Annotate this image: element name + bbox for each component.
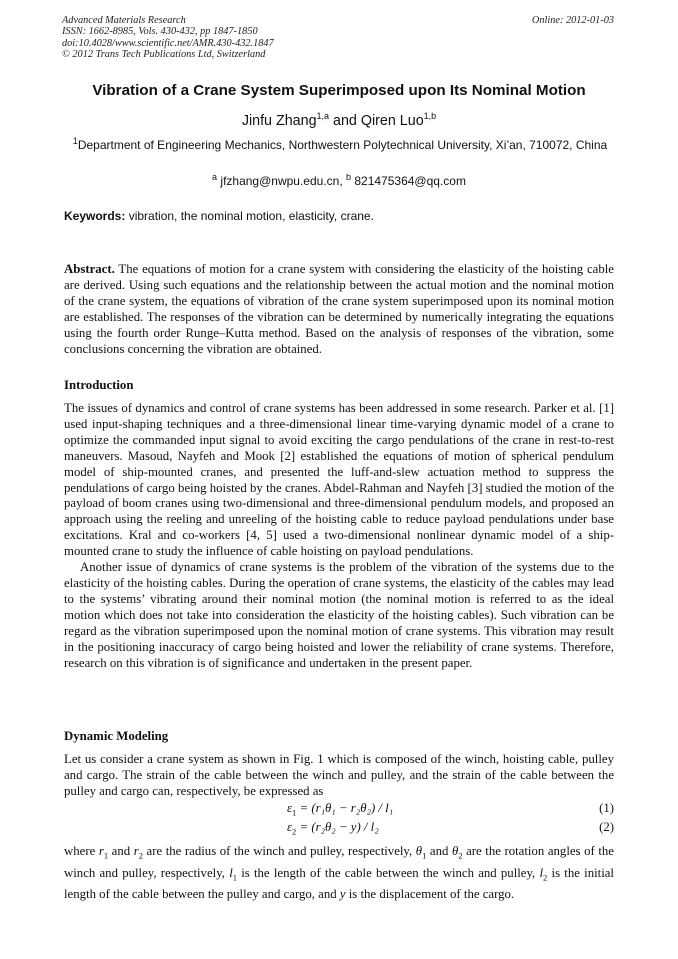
paragraph: The issues of dynamics and control of crane systems has been addressed in some research. Parker et al. [1] used input-shaping techniques and a three-dimensional linear time-varying dynamic model of a crane to optimize the commanded input signal to avoid exciting the cargo pendulations of the crane in rest-to-rest maneuvers. Masoud, Nayfeh and Mook [2] established the equations of motion of spherical pendulum model of ship-mounted cranes, and presented the luff-and-slew actuation method to suppress the pendulations of cargo being hoisted by the cranes. Abdel-Rahman and Nayfeh [3] studied the motion of the payload of boom cranes using two-dimensional and three-dimensional pendulum models, and proposed an approach using the reeling and unreeling of the hoisting cable to reduce payload pendulations under base excitations. Kral and co-workers [4, 5] used a two-dimensional nonlinear dynamic model of a ship-mounted crane to study the influence of cable hoisting on payload pendulations. (64, 401, 614, 559)
abstract (64, 262, 614, 357)
email-mark: b (346, 172, 352, 182)
journal-header (62, 15, 274, 60)
equation-body (287, 801, 393, 818)
equation-number: (1) (599, 801, 614, 815)
author-line (0, 113, 678, 129)
email-link[interactable]: 821475364@qq.com (351, 174, 466, 188)
author-name: Jinfu Zhang (241, 113, 317, 129)
journal-name: Advanced Materials Research (62, 15, 186, 26)
journal-issn: ISSN: 1662-8985, Vols. 430-432, pp 1847-1850 (62, 26, 258, 38)
equation-number: (2) (599, 820, 614, 834)
keywords-text: vibration, the nominal motion, elasticity, crane. (125, 209, 374, 223)
paper-title: Vibration of a Crane System Superimposed upon Its Nominal Motion (92, 82, 586, 99)
equation-symbol: ε (287, 820, 293, 834)
email-mark: a (212, 172, 218, 182)
paragraph: where $r_1$ and $r_2$ are the radius of the winch and pulley, respectively, $\theta_1$ and $\theta_2$ are the rotation angles of the winch and pulley, respectively, $l_1$ is the length of the cable between the winch and pulley, $l_2$ is the initial length of the cable between the pulley and cargo, and y is the displacement of the cargo. (64, 844, 614, 902)
section-heading: Dynamic Modeling (64, 729, 169, 743)
paragraph: Let us consider a crane system as shown in Fig. 1 which is composed of the winch, hoisting cable, pulley and cargo. The strain of the cable between the winch and pulley, and the strain of the cable between the pulley and cargo can, respectively, be expressed as (64, 752, 614, 798)
affiliation-mark: 1 (72, 136, 78, 146)
equation-rhs: = (r₁θ₁ − r₂θ₂) / l₁ (296, 801, 394, 815)
affiliation (70, 137, 610, 154)
abstract-text: The equations of motion for a crane system with considering the elasticity of the hoisting cable are derived. Using such equations and the relationship between the actual motion and the nominal motion of the crane system, the equations of vibration of the crane system superimposed upon its nominal motion are established. The responses of the vibration can be determined by numerically integrating the equations using the fourth order Runge–Kutta method. Based on the analysis of responses of the vibration, some conclusions concerning the vibration are obtained. (64, 262, 614, 356)
email-link[interactable]: jfzhang@nwpu.edu.cn, (217, 174, 346, 188)
introduction-body (64, 401, 614, 671)
author-emails (0, 174, 678, 188)
equation-body (287, 820, 379, 837)
paragraph: Another issue of dynamics of crane systems is the problem of the vibration of the systems due to the elasticity of the hoisting cables. During the operation of crane systems, the elasticity of the cables may lead to the systems’ vibrating around their nominal motion (the nominal motion is referred to as the ideal motion which does not take into consideration the elasticity of the hoisting cables). Such vibration can be regard as the vibration superimposed upon the nominal motion of crane systems. This vibration may result in the positioning inaccuracy of cargo being hoisted and lower the reliability of crane systems. Therefore, research on this vibration is of significance and undertaken in the present paper. (64, 560, 614, 670)
equation-subscript: 1 (292, 807, 297, 818)
equation-rhs: = (r₂θ₂ − y) / l₂ (296, 820, 379, 834)
equation-subscript: 2 (292, 826, 297, 837)
affiliation-text: Department of Engineering Mechanics, Northwestern Polytechnical University, Xi’an, 710072, China (77, 138, 608, 152)
journal-copyright: © 2012 Trans Tech Publications Ltd, Switzerland (62, 48, 266, 60)
section-heading: Introduction (64, 378, 134, 392)
journal-doi: doi:10.4028/www.scientific.net/AMR.430-432.1847 (62, 37, 274, 49)
author-connector: and (329, 113, 361, 129)
author-affiliation-mark: 1,b (423, 111, 437, 122)
abstract-label: Abstract. (64, 262, 115, 276)
equation-symbol: ε (287, 801, 293, 815)
keywords (64, 209, 374, 223)
author-name: Qiren Luo (360, 113, 424, 129)
author-affiliation-mark: 1,a (316, 111, 330, 122)
keywords-label: Keywords: (64, 209, 126, 223)
online-date: Online: 2012-01-03 (531, 15, 614, 26)
